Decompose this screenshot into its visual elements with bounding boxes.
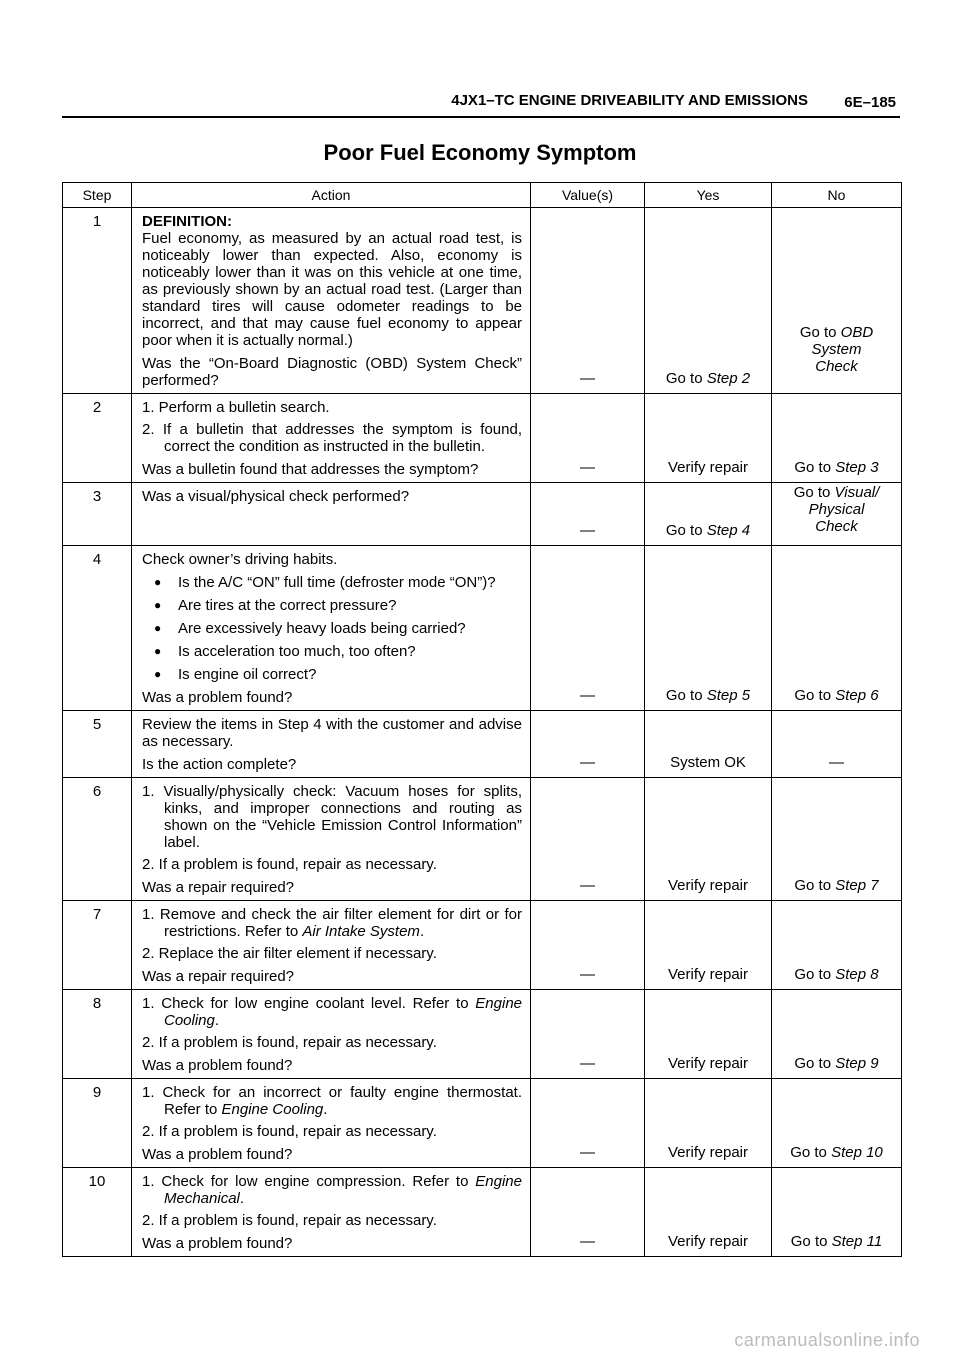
question: Is the action complete? xyxy=(142,756,297,773)
col-header-action: Action xyxy=(132,183,531,208)
action-cell xyxy=(132,778,531,901)
no-cell xyxy=(772,208,902,394)
no-prefix: Go to xyxy=(790,1144,827,1161)
question: Was a problem found? xyxy=(142,689,293,706)
no-cell xyxy=(772,546,902,711)
action-item: 1. Check for low engine coolant level. Refer to Engine Cooling. xyxy=(142,995,523,1029)
yes-cell xyxy=(645,483,772,546)
action-cell xyxy=(132,711,531,778)
no-cell xyxy=(772,394,902,483)
question: Was a bulletin found that addresses the symptom? xyxy=(142,461,479,478)
table-row xyxy=(63,901,902,990)
no-cell xyxy=(772,990,902,1079)
table-row xyxy=(63,546,902,711)
col-header-no: No xyxy=(772,183,902,208)
col-header-yes: Yes xyxy=(645,183,772,208)
value-cell: — xyxy=(531,394,645,483)
question: Was the “On-Board Diagnostic (OBD) System Check” performed? xyxy=(142,355,522,389)
no-reference: Step 8 xyxy=(835,966,879,983)
value-cell: — xyxy=(531,1079,645,1168)
bullet-item: ● Is engine oil correct? xyxy=(142,666,522,683)
no-cell: — xyxy=(772,711,902,778)
value-cell: — xyxy=(531,208,645,394)
page-number: 6E–185 xyxy=(844,94,896,111)
yes-cell: Verify repair xyxy=(645,901,772,990)
action-item: 2. If a bulletin that addresses the symptom is found, correct the condition as instructed in the bulletin. xyxy=(142,421,522,455)
action-item: 2. If a problem is found, repair as necessary. xyxy=(142,1212,437,1229)
action-item: 2. If a problem is found, repair as necessary. xyxy=(142,1123,437,1140)
section-title: 4JX1–TC ENGINE DRIVEABILITY AND EMISSIONS xyxy=(451,92,808,109)
action-cell xyxy=(132,394,531,483)
no-cell xyxy=(772,1168,902,1257)
no-reference: Step 6 xyxy=(835,687,879,704)
action-item: 2. If a problem is found, repair as necessary. xyxy=(142,1034,437,1051)
action-item: 1. Remove and check the air filter element for dirt or for restrictions. Refer to Air Intake System. xyxy=(142,906,522,940)
step-number: 5 xyxy=(63,711,132,778)
table-header-row xyxy=(63,183,902,208)
footer-watermark: carmanualsonline.info xyxy=(734,1330,920,1350)
action-item: 1. Visually/physically check: Vacuum hoses for splits, kinks, and improper connections and routing as shown on the “Vehicle Emission Control Information” label. xyxy=(142,783,522,851)
page-header xyxy=(62,88,900,118)
yes-cell: Verify repair xyxy=(645,778,772,901)
yes-cell: Verify repair xyxy=(645,1079,772,1168)
table-row xyxy=(63,990,902,1079)
no-prefix: Go to xyxy=(794,966,832,983)
action-item: 1. Check for an incorrect or faulty engine thermostat. Refer to Engine Cooling. xyxy=(142,1084,522,1118)
action-intro: Check owner’s driving habits. xyxy=(142,551,338,568)
action-cell xyxy=(132,483,531,546)
no-cell xyxy=(772,778,902,901)
table-row xyxy=(63,483,902,546)
step-number: 1 xyxy=(63,208,132,394)
col-header-values: Value(s) xyxy=(531,183,645,208)
action-item: 1. Check for low engine compression. Refer to Engine Mechanical. xyxy=(142,1173,522,1207)
no-prefix: Go to xyxy=(794,687,832,704)
definition-label: DEFINITION: xyxy=(142,213,232,230)
action-item-text: 1. Check for an incorrect or faulty engine thermostat. Refer to xyxy=(142,1084,522,1118)
definition-text: Fuel economy, as measured by an actual road test, is noticeably lower than expected. Also, economy is noticeably lower than it was on this vehicle at one time, as previously shown by an actual road test. (Larger than standard tires will cause odometer readings to be incorrect, and that may cause fuel economy to appear poor when it is actually normal.) xyxy=(142,230,522,349)
no-reference: OBD System Check xyxy=(811,324,874,375)
question: Was a repair required? xyxy=(142,968,295,985)
table-row xyxy=(63,208,902,394)
value-cell: — xyxy=(531,1168,645,1257)
value-cell: — xyxy=(531,483,645,546)
action-item: 1. Perform a bulletin search. xyxy=(142,399,330,416)
document-title: Poor Fuel Economy Symptom xyxy=(323,140,637,165)
question: Was a problem found? xyxy=(142,1235,293,1252)
no-reference: Step 9 xyxy=(835,1055,879,1072)
no-prefix: Go to xyxy=(793,484,831,501)
bullet-item: ● Are excessively heavy loads being carried? xyxy=(142,620,522,637)
question: Was a problem found? xyxy=(142,1146,293,1163)
action-cell xyxy=(132,990,531,1079)
manual-reference: Engine Cooling xyxy=(164,995,523,1029)
table-row xyxy=(63,1168,902,1257)
no-cell xyxy=(772,1079,902,1168)
manual-reference: Engine Mechanical xyxy=(164,1173,522,1207)
step-number: 3 xyxy=(63,483,132,546)
yes-prefix: Go to xyxy=(665,687,703,704)
yes-prefix: Go to xyxy=(665,370,703,387)
no-prefix: Go to xyxy=(790,1233,828,1250)
yes-cell xyxy=(645,208,772,394)
step-number: 8 xyxy=(63,990,132,1079)
no-prefix: Go to xyxy=(794,877,832,894)
no-reference: Visual/ Physical Check xyxy=(808,484,880,535)
action-intro: Review the items in Step 4 with the customer and advise as necessary. xyxy=(142,716,522,750)
no-reference: Step 7 xyxy=(835,877,879,894)
yes-cell xyxy=(645,546,772,711)
question: Was a visual/physical check performed? xyxy=(142,488,410,505)
step-number: 10 xyxy=(63,1168,132,1257)
bullet-item: ● Is the A/C “ON” full time (defroster mode “ON”)? xyxy=(142,574,522,591)
action-cell xyxy=(132,1168,531,1257)
question: Was a problem found? xyxy=(142,1057,293,1074)
step-number: 4 xyxy=(63,546,132,711)
no-cell xyxy=(772,483,902,546)
table-row xyxy=(63,394,902,483)
col-header-step: Step xyxy=(63,183,132,208)
action-item-text: 1. Remove and check the air filter element for dirt or for restrictions. Refer to xyxy=(142,906,522,940)
action-item-text: 1. Check for low engine coolant level. Refer to xyxy=(142,995,469,1012)
action-cell xyxy=(132,208,531,394)
yes-reference: Step 4 xyxy=(706,522,751,539)
no-prefix: Go to xyxy=(799,324,837,341)
step-number: 2 xyxy=(63,394,132,483)
yes-cell: Verify repair xyxy=(645,394,772,483)
value-cell: — xyxy=(531,711,645,778)
value-cell: — xyxy=(531,990,645,1079)
no-reference: Step 3 xyxy=(835,459,879,476)
value-cell: — xyxy=(531,546,645,711)
manual-reference: Engine Cooling xyxy=(221,1101,324,1118)
yes-cell: Verify repair xyxy=(645,1168,772,1257)
table-row xyxy=(63,778,902,901)
step-number: 7 xyxy=(63,901,132,990)
no-reference: Step 10 xyxy=(831,1144,883,1161)
step-number: 6 xyxy=(63,778,132,901)
action-cell xyxy=(132,901,531,990)
action-cell xyxy=(132,1079,531,1168)
bullet-item: ● Are tires at the correct pressure? xyxy=(142,597,522,614)
yes-reference: Step 5 xyxy=(706,687,751,704)
action-item: 2. Replace the air filter element if necessary. xyxy=(142,945,437,962)
no-prefix: Go to xyxy=(794,1055,832,1072)
yes-prefix: Go to xyxy=(665,522,703,539)
no-reference: Step 11 xyxy=(831,1233,883,1250)
bullet-item: ● Is acceleration too much, too often? xyxy=(142,643,522,660)
action-item: 2. If a problem is found, repair as necessary. xyxy=(142,856,437,873)
yes-cell: System OK xyxy=(645,711,772,778)
value-cell: — xyxy=(531,901,645,990)
step-number: 9 xyxy=(63,1079,132,1168)
manual-reference: Air Intake System xyxy=(302,923,420,940)
action-item-text: 1. Check for low engine compression. Refer to xyxy=(142,1173,469,1190)
value-cell: — xyxy=(531,778,645,901)
action-cell xyxy=(132,546,531,711)
table-row xyxy=(63,1079,902,1168)
yes-reference: Step 2 xyxy=(706,370,751,387)
no-cell xyxy=(772,901,902,990)
question: Was a repair required? xyxy=(142,879,295,896)
diagnostic-table xyxy=(62,182,902,1257)
yes-cell: Verify repair xyxy=(645,990,772,1079)
no-prefix: Go to xyxy=(794,459,832,476)
table-row xyxy=(63,711,902,778)
